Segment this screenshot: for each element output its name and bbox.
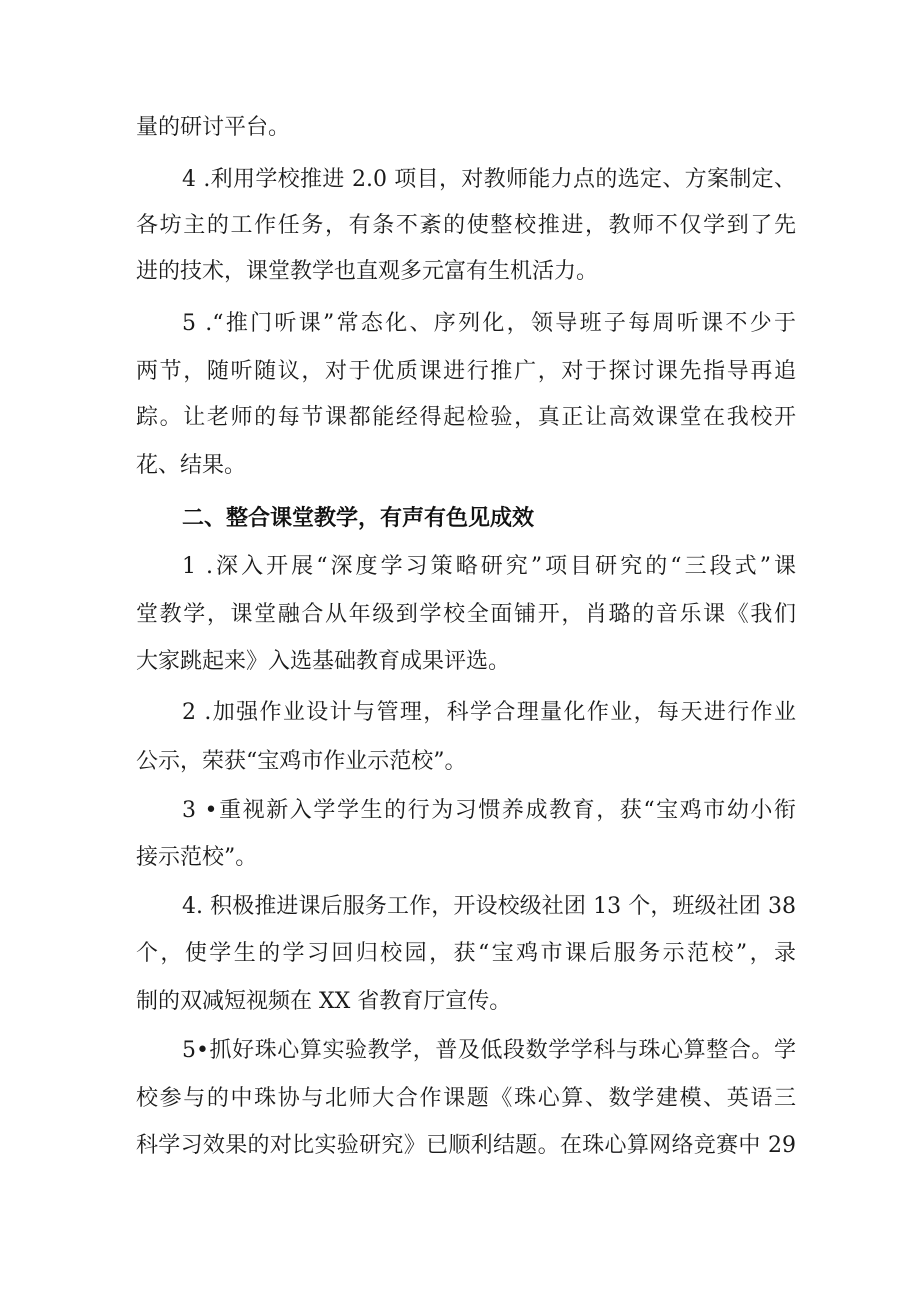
paragraph-line: 4 .利用学校推进 2.0 项目，对教师能力点的选定、方案制定、	[182, 167, 796, 192]
paragraph-line: 量的研讨平台。	[136, 115, 291, 140]
paragraph-line: 科学习效果的对比实验研究》已顺利结题。在珠心算网络竞赛中 29	[136, 1133, 796, 1158]
section-heading: 二、整合课堂教学，有声有色见成效	[182, 506, 535, 531]
paragraph-line: 个，使学生的学习回归校园，获“宝鸡市课后服务示范校”，录	[136, 941, 796, 966]
paragraph-line: 接示范校”。	[136, 845, 258, 870]
paragraph-line: 3 •重视新入学学生的行为习惯养成教育，获“宝鸡市幼小衔	[182, 798, 796, 823]
paragraph-line: 踪。让老师的每节课都能经得起检验，真正让高效课堂在我校开	[136, 405, 796, 430]
paragraph-line: 5•抓好珠心算实验教学，普及低段数学学科与珠心算整合。学	[182, 1038, 796, 1063]
paragraph-line: 花、结果。	[136, 453, 247, 478]
paragraph-line: 制的双减短视频在 XX 省教育厅宣传。	[136, 989, 512, 1014]
paragraph-line: 大家跳起来》入选基础教育成果评选。	[136, 649, 511, 674]
paragraph-line: 各坊主的工作任务，有条不紊的使整校推进，教师不仅学到了先	[136, 213, 796, 238]
paragraph-line: 2 .加强作业设计与管理，科学合理量化作业，每天进行作业	[182, 700, 796, 725]
paragraph-line: 4. 积极推进课后服务工作，开设校级社团 13 个，班级社团 38	[182, 894, 796, 919]
paragraph-line: 1 .深入开展“深度学习策略研究”项目研究的“三段式”课	[182, 554, 796, 579]
paragraph-line: 5 .“推门听课”常态化、序列化，领导班子每周听课不少于	[182, 311, 796, 336]
paragraph-line: 堂教学，课堂融合从年级到学校全面铺开，肖璐的音乐课《我们	[136, 602, 796, 627]
paragraph-line: 进的技术，课堂教学也直观多元富有生机活力。	[136, 259, 599, 284]
paragraph-line: 两节，随听随议，对于优质课进行推广，对于探讨课先指导再追	[136, 359, 796, 384]
paragraph-line: 校参与的中珠协与北师大合作课题《珠心算、数学建模、英语三	[136, 1086, 796, 1111]
paragraph-line: 公示，荣获“宝鸡市作业示范校”。	[136, 749, 467, 774]
